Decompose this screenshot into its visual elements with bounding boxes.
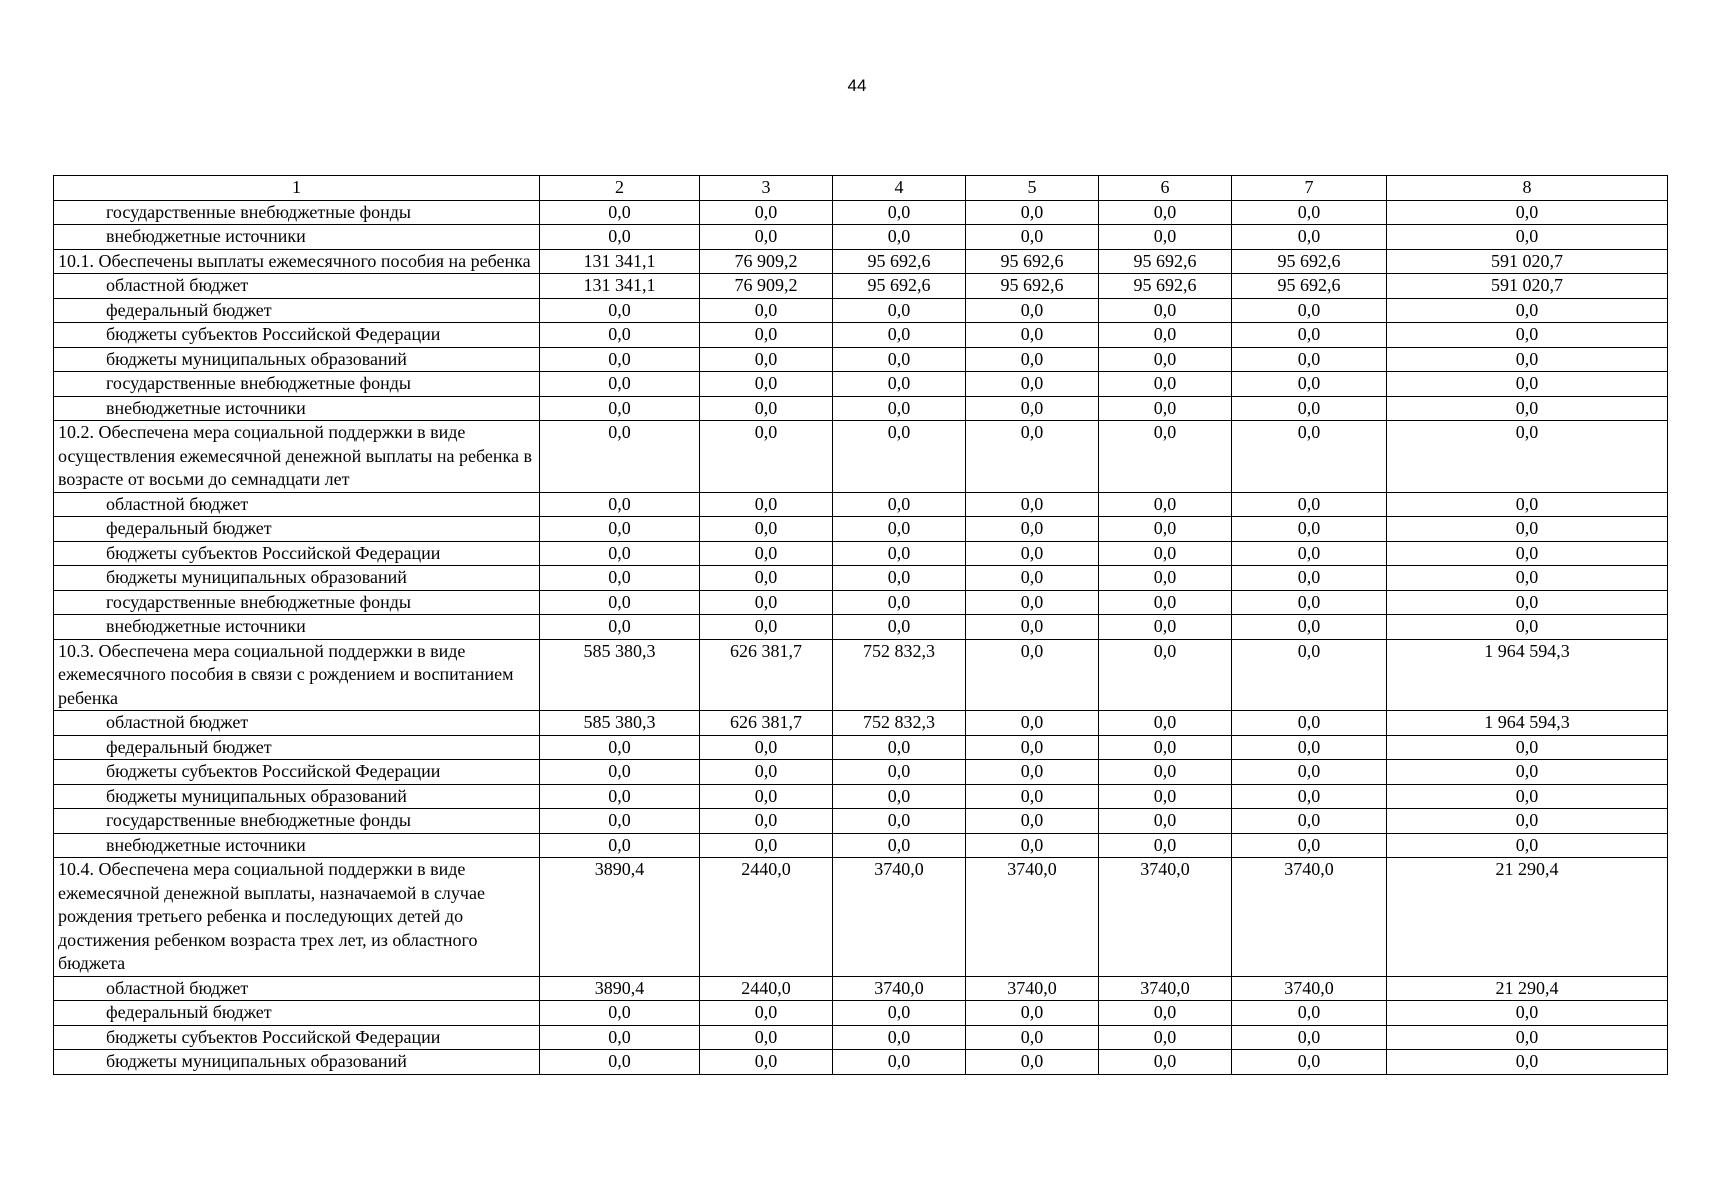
value-cell: 0,0 — [700, 590, 833, 615]
value-cell: 0,0 — [966, 590, 1099, 615]
value-cell: 0,0 — [833, 323, 966, 348]
value-cell: 0,0 — [1232, 590, 1387, 615]
funding-source-cell: внебюджетные источники — [54, 615, 540, 640]
table-row — [54, 225, 1668, 250]
funding-source-cell: бюджеты муниципальных образований — [54, 566, 540, 591]
value-cell: 0,0 — [1232, 711, 1387, 736]
value-cell: 0,0 — [1232, 566, 1387, 591]
value-cell: 752 832,3 — [833, 639, 966, 711]
value-cell: 0,0 — [966, 347, 1099, 372]
funding-source-cell: бюджеты муниципальных образований — [54, 347, 540, 372]
value-cell: 3890,4 — [540, 858, 700, 977]
funding-source-cell: бюджеты субъектов Российской Федерации — [54, 1025, 540, 1050]
value-cell: 0,0 — [1387, 347, 1668, 372]
value-cell: 0,0 — [1232, 615, 1387, 640]
funding-source-cell: бюджеты субъектов Российской Федерации — [54, 323, 540, 348]
value-cell: 3740,0 — [1099, 858, 1232, 977]
column-number-header: 4 — [833, 176, 966, 201]
table-section-row — [54, 858, 1668, 977]
table-row — [54, 590, 1668, 615]
value-cell: 0,0 — [700, 784, 833, 809]
value-cell: 0,0 — [833, 615, 966, 640]
column-number-header: 7 — [1232, 176, 1387, 201]
value-cell: 0,0 — [700, 566, 833, 591]
value-cell: 0,0 — [1387, 760, 1668, 785]
value-cell: 0,0 — [966, 1001, 1099, 1026]
value-cell: 0,0 — [833, 200, 966, 225]
value-cell: 0,0 — [1099, 1025, 1232, 1050]
value-cell: 0,0 — [1099, 541, 1232, 566]
value-cell: 0,0 — [1099, 298, 1232, 323]
value-cell: 3740,0 — [1232, 858, 1387, 977]
funding-source-cell: областной бюджет — [54, 976, 540, 1001]
value-cell: 0,0 — [700, 735, 833, 760]
value-cell: 0,0 — [833, 760, 966, 785]
value-cell: 0,0 — [966, 225, 1099, 250]
value-cell: 1 964 594,3 — [1387, 711, 1668, 736]
table-row — [54, 784, 1668, 809]
value-cell: 0,0 — [1387, 541, 1668, 566]
value-cell: 0,0 — [1232, 347, 1387, 372]
value-cell: 3740,0 — [833, 858, 966, 977]
funding-source-cell: федеральный бюджет — [54, 298, 540, 323]
value-cell: 0,0 — [1099, 323, 1232, 348]
value-cell: 131 341,1 — [540, 249, 700, 274]
table-row — [54, 372, 1668, 397]
value-cell: 0,0 — [1232, 372, 1387, 397]
value-cell: 0,0 — [700, 396, 833, 421]
value-cell: 0,0 — [966, 541, 1099, 566]
value-cell: 0,0 — [540, 225, 700, 250]
value-cell: 0,0 — [1387, 784, 1668, 809]
value-cell: 0,0 — [700, 1025, 833, 1050]
funding-source-cell: федеральный бюджет — [54, 517, 540, 542]
table-row — [54, 1001, 1668, 1026]
value-cell: 0,0 — [1232, 1050, 1387, 1075]
value-cell: 0,0 — [833, 1001, 966, 1026]
value-cell: 0,0 — [833, 1050, 966, 1075]
value-cell: 591 020,7 — [1387, 274, 1668, 299]
value-cell: 0,0 — [540, 735, 700, 760]
funding-source-cell: областной бюджет — [54, 274, 540, 299]
value-cell: 0,0 — [540, 541, 700, 566]
value-cell: 0,0 — [833, 566, 966, 591]
value-cell: 0,0 — [1232, 833, 1387, 858]
value-cell: 0,0 — [1232, 760, 1387, 785]
value-cell: 0,0 — [540, 492, 700, 517]
table-row — [54, 1025, 1668, 1050]
table-row — [54, 615, 1668, 640]
value-cell: 0,0 — [1232, 1001, 1387, 1026]
value-cell: 0,0 — [1099, 711, 1232, 736]
value-cell: 0,0 — [1387, 1050, 1668, 1075]
value-cell: 3890,4 — [540, 976, 700, 1001]
value-cell: 0,0 — [833, 590, 966, 615]
value-cell: 0,0 — [1232, 298, 1387, 323]
value-cell: 752 832,3 — [833, 711, 966, 736]
value-cell: 3740,0 — [1232, 976, 1387, 1001]
value-cell: 0,0 — [966, 298, 1099, 323]
value-cell: 0,0 — [1387, 590, 1668, 615]
value-cell: 0,0 — [700, 760, 833, 785]
value-cell: 0,0 — [540, 517, 700, 542]
value-cell: 0,0 — [966, 809, 1099, 834]
column-number-header: 1 — [54, 176, 540, 201]
value-cell: 0,0 — [966, 1025, 1099, 1050]
value-cell: 131 341,1 — [540, 274, 700, 299]
funding-source-cell: внебюджетные источники — [54, 396, 540, 421]
value-cell: 0,0 — [966, 372, 1099, 397]
section-title-cell: 10.2. Обеспечена мера социальной поддержки в виде осуществления ежемесячной денежной выплаты на ребенка в возрасте от восьми до семнадцати лет — [54, 421, 540, 493]
value-cell: 95 692,6 — [1232, 274, 1387, 299]
value-cell: 0,0 — [1387, 809, 1668, 834]
table-row — [54, 976, 1668, 1001]
value-cell: 0,0 — [1387, 421, 1668, 493]
value-cell: 3740,0 — [966, 976, 1099, 1001]
value-cell: 0,0 — [1232, 639, 1387, 711]
value-cell: 0,0 — [1232, 323, 1387, 348]
value-cell: 21 290,4 — [1387, 858, 1668, 977]
table-row — [54, 200, 1668, 225]
value-cell: 0,0 — [540, 760, 700, 785]
value-cell: 0,0 — [1099, 784, 1232, 809]
value-cell: 0,0 — [833, 541, 966, 566]
funding-source-cell: бюджеты субъектов Российской Федерации — [54, 541, 540, 566]
value-cell: 0,0 — [833, 492, 966, 517]
value-cell: 0,0 — [833, 347, 966, 372]
value-cell: 0,0 — [1232, 492, 1387, 517]
value-cell: 0,0 — [1232, 541, 1387, 566]
value-cell: 0,0 — [966, 784, 1099, 809]
value-cell: 3740,0 — [833, 976, 966, 1001]
value-cell: 0,0 — [700, 1001, 833, 1026]
column-number-row — [54, 176, 1668, 201]
value-cell: 0,0 — [966, 833, 1099, 858]
funding-source-cell: государственные внебюджетные фонды — [54, 372, 540, 397]
value-cell: 0,0 — [1387, 396, 1668, 421]
value-cell: 21 290,4 — [1387, 976, 1668, 1001]
funding-source-cell: бюджеты муниципальных образований — [54, 1050, 540, 1075]
value-cell: 0,0 — [540, 833, 700, 858]
value-cell: 95 692,6 — [833, 249, 966, 274]
value-cell: 0,0 — [1387, 372, 1668, 397]
value-cell: 0,0 — [1232, 784, 1387, 809]
table-row — [54, 760, 1668, 785]
value-cell: 626 381,7 — [700, 711, 833, 736]
value-cell: 0,0 — [540, 323, 700, 348]
value-cell: 95 692,6 — [1099, 274, 1232, 299]
value-cell: 95 692,6 — [966, 249, 1099, 274]
section-title-cell: 10.3. Обеспечена мера социальной поддержки в виде ежемесячного пособия в связи с рождением и воспитанием ребенка — [54, 639, 540, 711]
value-cell: 0,0 — [700, 347, 833, 372]
value-cell: 0,0 — [966, 735, 1099, 760]
value-cell: 0,0 — [1387, 323, 1668, 348]
value-cell: 0,0 — [700, 200, 833, 225]
funding-source-cell: государственные внебюджетные фонды — [54, 200, 540, 225]
value-cell: 0,0 — [540, 615, 700, 640]
budget-table — [53, 175, 1668, 1075]
value-cell: 0,0 — [833, 372, 966, 397]
value-cell: 3740,0 — [966, 858, 1099, 977]
value-cell: 0,0 — [1099, 1001, 1232, 1026]
funding-source-cell: бюджеты субъектов Российской Федерации — [54, 760, 540, 785]
value-cell: 0,0 — [1099, 833, 1232, 858]
value-cell: 0,0 — [700, 372, 833, 397]
value-cell: 0,0 — [700, 517, 833, 542]
value-cell: 0,0 — [1232, 735, 1387, 760]
value-cell: 0,0 — [966, 760, 1099, 785]
table-row — [54, 1050, 1668, 1075]
funding-source-cell: бюджеты муниципальных образований — [54, 784, 540, 809]
column-number-header: 3 — [700, 176, 833, 201]
value-cell: 0,0 — [1232, 200, 1387, 225]
value-cell: 0,0 — [700, 323, 833, 348]
value-cell: 3740,0 — [1099, 976, 1232, 1001]
table-row — [54, 711, 1668, 736]
value-cell: 0,0 — [1099, 590, 1232, 615]
value-cell: 0,0 — [1387, 225, 1668, 250]
value-cell: 626 381,7 — [700, 639, 833, 711]
value-cell: 95 692,6 — [966, 274, 1099, 299]
value-cell: 0,0 — [700, 492, 833, 517]
value-cell: 0,0 — [1232, 396, 1387, 421]
page-number: 44 — [847, 76, 867, 95]
table-row — [54, 492, 1668, 517]
value-cell: 0,0 — [833, 421, 966, 493]
funding-source-cell: федеральный бюджет — [54, 735, 540, 760]
section-title-cell: 10.1. Обеспечены выплаты ежемесячного пособия на ребенка — [54, 249, 540, 274]
value-cell: 0,0 — [1099, 492, 1232, 517]
value-cell: 591 020,7 — [1387, 249, 1668, 274]
value-cell: 0,0 — [966, 1050, 1099, 1075]
value-cell: 0,0 — [1387, 566, 1668, 591]
value-cell: 0,0 — [966, 566, 1099, 591]
table-row — [54, 517, 1668, 542]
value-cell: 0,0 — [1387, 1025, 1668, 1050]
value-cell: 0,0 — [700, 1050, 833, 1075]
value-cell: 0,0 — [1232, 809, 1387, 834]
value-cell: 2440,0 — [700, 976, 833, 1001]
value-cell: 0,0 — [540, 372, 700, 397]
value-cell: 76 909,2 — [700, 249, 833, 274]
value-cell: 0,0 — [540, 1025, 700, 1050]
value-cell: 0,0 — [966, 492, 1099, 517]
value-cell: 76 909,2 — [700, 274, 833, 299]
value-cell: 0,0 — [540, 784, 700, 809]
value-cell: 0,0 — [833, 396, 966, 421]
value-cell: 0,0 — [700, 541, 833, 566]
value-cell: 0,0 — [540, 347, 700, 372]
value-cell: 0,0 — [540, 590, 700, 615]
table-row — [54, 541, 1668, 566]
value-cell: 0,0 — [1387, 517, 1668, 542]
value-cell: 0,0 — [1099, 372, 1232, 397]
value-cell: 0,0 — [1387, 615, 1668, 640]
value-cell: 0,0 — [540, 421, 700, 493]
table-row — [54, 274, 1668, 299]
value-cell: 0,0 — [966, 711, 1099, 736]
section-title-cell: 10.4. Обеспечена мера социальной поддержки в виде ежемесячной денежной выплаты, назначаемой в случае рождения третьего ребенка и последующих детей до достижения ребенком возраста трех лет, из областного бюджета — [54, 858, 540, 977]
value-cell: 0,0 — [833, 833, 966, 858]
value-cell: 0,0 — [833, 809, 966, 834]
value-cell: 0,0 — [966, 517, 1099, 542]
value-cell: 0,0 — [966, 615, 1099, 640]
value-cell: 1 964 594,3 — [1387, 639, 1668, 711]
value-cell: 0,0 — [700, 421, 833, 493]
value-cell: 0,0 — [1387, 1001, 1668, 1026]
value-cell: 0,0 — [1099, 517, 1232, 542]
value-cell: 0,0 — [540, 200, 700, 225]
funding-source-cell: внебюджетные источники — [54, 833, 540, 858]
value-cell: 0,0 — [1099, 200, 1232, 225]
value-cell: 0,0 — [1099, 760, 1232, 785]
value-cell: 0,0 — [1099, 615, 1232, 640]
value-cell: 0,0 — [833, 298, 966, 323]
value-cell: 0,0 — [1232, 225, 1387, 250]
table-row — [54, 833, 1668, 858]
value-cell: 95 692,6 — [833, 274, 966, 299]
value-cell: 0,0 — [966, 396, 1099, 421]
table-row — [54, 298, 1668, 323]
value-cell: 2440,0 — [700, 858, 833, 977]
funding-source-cell: государственные внебюджетные фонды — [54, 590, 540, 615]
value-cell: 0,0 — [1099, 1050, 1232, 1075]
column-number-header: 5 — [966, 176, 1099, 201]
value-cell: 0,0 — [1387, 492, 1668, 517]
value-cell: 0,0 — [1232, 1025, 1387, 1050]
value-cell: 95 692,6 — [1099, 249, 1232, 274]
value-cell: 0,0 — [540, 809, 700, 834]
value-cell: 0,0 — [966, 200, 1099, 225]
value-cell: 0,0 — [833, 1025, 966, 1050]
funding-source-cell: внебюджетные источники — [54, 225, 540, 250]
value-cell: 0,0 — [700, 225, 833, 250]
value-cell: 0,0 — [833, 784, 966, 809]
table-row — [54, 323, 1668, 348]
value-cell: 0,0 — [1387, 833, 1668, 858]
table-section-row — [54, 421, 1668, 493]
value-cell: 0,0 — [1099, 566, 1232, 591]
value-cell: 0,0 — [700, 615, 833, 640]
value-cell: 0,0 — [700, 298, 833, 323]
funding-source-cell: государственные внебюджетные фонды — [54, 809, 540, 834]
value-cell: 0,0 — [1099, 347, 1232, 372]
value-cell: 0,0 — [540, 298, 700, 323]
table-section-row — [54, 249, 1668, 274]
value-cell: 0,0 — [700, 809, 833, 834]
value-cell: 0,0 — [1099, 809, 1232, 834]
value-cell: 0,0 — [540, 1001, 700, 1026]
value-cell: 0,0 — [1099, 639, 1232, 711]
table-row — [54, 566, 1668, 591]
value-cell: 0,0 — [1387, 735, 1668, 760]
value-cell: 0,0 — [1387, 200, 1668, 225]
value-cell: 0,0 — [833, 517, 966, 542]
value-cell: 0,0 — [1099, 396, 1232, 421]
value-cell: 0,0 — [833, 735, 966, 760]
value-cell: 0,0 — [540, 566, 700, 591]
value-cell: 95 692,6 — [1232, 249, 1387, 274]
value-cell: 0,0 — [833, 225, 966, 250]
funding-source-cell: областной бюджет — [54, 492, 540, 517]
value-cell: 585 380,3 — [540, 711, 700, 736]
value-cell: 0,0 — [966, 421, 1099, 493]
value-cell: 0,0 — [1387, 298, 1668, 323]
value-cell: 0,0 — [1099, 421, 1232, 493]
table-row — [54, 735, 1668, 760]
table-section-row — [54, 639, 1668, 711]
value-cell: 0,0 — [1099, 735, 1232, 760]
value-cell: 0,0 — [966, 639, 1099, 711]
funding-source-cell: областной бюджет — [54, 711, 540, 736]
column-number-header: 2 — [540, 176, 700, 201]
column-number-header: 6 — [1099, 176, 1232, 201]
value-cell: 0,0 — [1099, 225, 1232, 250]
value-cell: 0,0 — [1232, 421, 1387, 493]
funding-source-cell: федеральный бюджет — [54, 1001, 540, 1026]
column-number-header: 8 — [1387, 176, 1668, 201]
value-cell: 0,0 — [540, 396, 700, 421]
table-row — [54, 809, 1668, 834]
value-cell: 0,0 — [540, 1050, 700, 1075]
value-cell: 0,0 — [700, 833, 833, 858]
value-cell: 0,0 — [1232, 517, 1387, 542]
value-cell: 0,0 — [966, 323, 1099, 348]
value-cell: 585 380,3 — [540, 639, 700, 711]
table-row — [54, 396, 1668, 421]
table-row — [54, 347, 1668, 372]
